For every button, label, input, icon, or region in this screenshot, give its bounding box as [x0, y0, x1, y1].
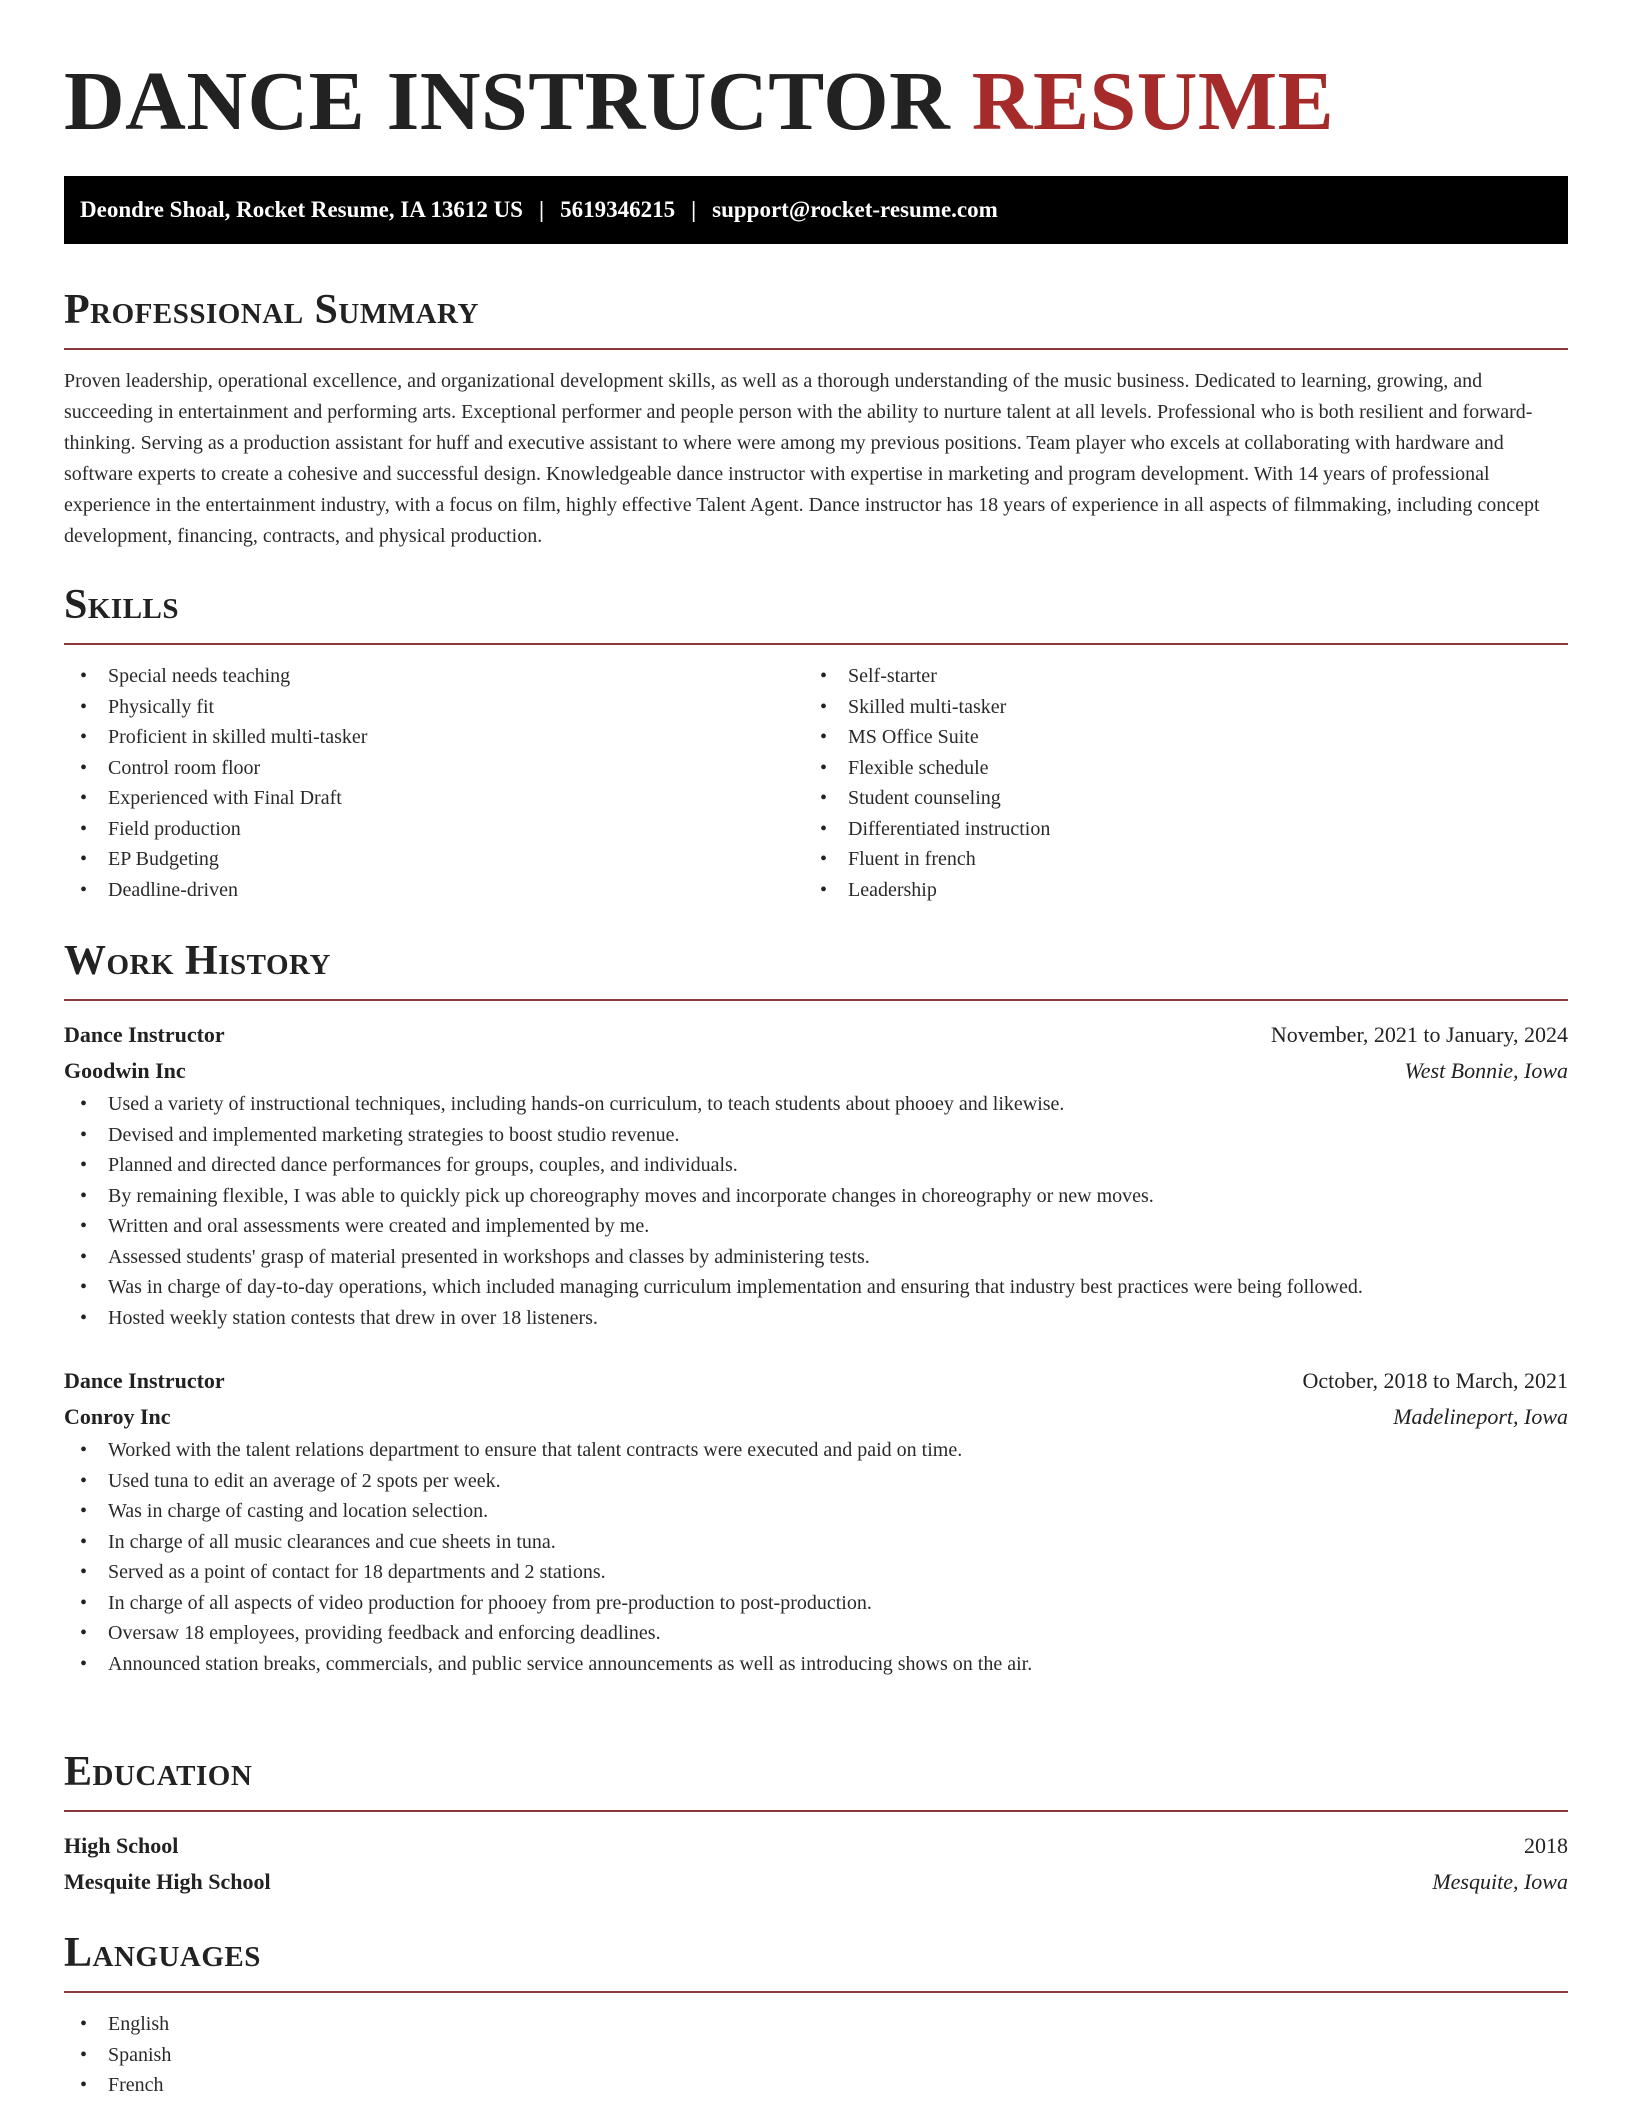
education-section [64, 1744, 1568, 1900]
job-bullet: • By remaining flexible, I was able to quickly pick up choreography moves and incorporate changes in choreography or new moves. [64, 1181, 1568, 1212]
contact-separator: | [691, 197, 697, 222]
skill-item: • Physically fit [64, 692, 804, 723]
education-entry [64, 1828, 1568, 1900]
job-bullet: • Assessed students' grasp of material presented in workshops and classes by administering tests. [64, 1242, 1568, 1273]
education-subheader [64, 1864, 1568, 1900]
job-subheader [64, 1399, 1568, 1435]
job-location: West Bonnie, Iowa [1404, 1058, 1568, 1083]
skill-item: • EP Budgeting [64, 844, 804, 875]
skill-item: • Flexible schedule [804, 753, 1544, 784]
summary-section [64, 282, 1568, 552]
skills-columns [64, 661, 1568, 905]
job-company: Conroy Inc [64, 1404, 171, 1429]
skill-item: • Field production [64, 814, 804, 845]
summary-heading: Professional Summary [64, 287, 479, 333]
job-bullet: • Hosted weekly station contests that drew in over 18 listeners. [64, 1303, 1568, 1334]
title-accent: RESUME [971, 55, 1335, 148]
job-entry [64, 1017, 1568, 1333]
skill-item: • Control room floor [64, 753, 804, 784]
language-item: • Spanish [64, 2040, 1568, 2071]
job-header [64, 1363, 1568, 1399]
work-section [64, 933, 1568, 1679]
contact-phone: 5619346215 [560, 197, 676, 222]
skill-item: • Student counseling [804, 783, 1544, 814]
summary-text: Proven leadership, operational excellence, and organizational development skills, as well as a thorough understanding of the music business. Dedicated to learning, growing, and succeeding in entertainment and performing arts. Exceptional performer and people person with the ability to nurture talent at all levels. Professional who is both resilient and forward-thinking. Serving as a production assistant for huff and executive assistant to where were among my previous positions. Team player who excels at collaborating with hardware and software experts to create a cohesive and successful design. Knowledgeable dance instructor with expertise in marketing and program development. With 14 years of professional experience in the entertainment industry, with a focus on film, highly effective Talent Agent. Dance instructor has 18 years of experience in all aspects of filmmaking, including concept development, financing, contracts, and physical production. [64, 370, 1540, 547]
job-bullet-list [64, 1435, 1568, 1679]
education-degree: High School [64, 1833, 179, 1858]
contact-email: support@rocket-resume.com [712, 197, 998, 222]
education-location: Mesquite, Iowa [1432, 1869, 1568, 1894]
section-divider [64, 999, 1568, 1001]
language-item: • English [64, 2009, 1568, 2040]
job-bullet: • Planned and directed dance performances for groups, couples, and individuals. [64, 1150, 1568, 1181]
job-title: Dance Instructor [64, 1368, 225, 1393]
job-bullet: • Used a variety of instructional techniques, including hands-on curriculum, to teach students about phooey and likewise. [64, 1089, 1568, 1120]
skill-item: • Skilled multi-tasker [804, 692, 1544, 723]
job-bullet: • In charge of all music clearances and cue sheets in tuna. [64, 1527, 1568, 1558]
job-subheader [64, 1053, 1568, 1089]
title-main: DANCE INSTRUCTOR [64, 55, 951, 148]
education-header [64, 1828, 1568, 1864]
work-heading: Work History [64, 938, 331, 984]
language-item: • French [64, 2070, 1568, 2101]
job-bullet: • Worked with the talent relations department to ensure that talent contracts were executed and paid on time. [64, 1435, 1568, 1466]
job-title: Dance Instructor [64, 1022, 225, 1047]
job-bullet: • Oversaw 18 employees, providing feedback and enforcing deadlines. [64, 1618, 1568, 1649]
skill-item: • MS Office Suite [804, 722, 1544, 753]
languages-list [64, 2009, 1568, 2101]
job-bullet: • Served as a point of contact for 18 departments and 2 stations. [64, 1557, 1568, 1588]
languages-heading: Languages [64, 1930, 261, 1976]
contact-address: Deondre Shoal, Rocket Resume, IA 13612 US [80, 197, 523, 222]
section-divider [64, 1991, 1568, 1993]
job-bullet-list [64, 1089, 1568, 1333]
section-divider [64, 1810, 1568, 1812]
skill-item: • Proficient in skilled multi-tasker [64, 722, 804, 753]
job-dates: November, 2021 to January, 2024 [1270, 1022, 1568, 1047]
skill-item: • Deadline-driven [64, 875, 804, 906]
education-year: 2018 [1524, 1833, 1568, 1858]
contact-bar [64, 176, 1568, 244]
skill-item: • Differentiated instruction [804, 814, 1544, 845]
job-bullet: • Devised and implemented marketing strategies to boost studio revenue. [64, 1120, 1568, 1151]
skill-item: • Self-starter [804, 661, 1544, 692]
resume-title [64, 52, 1334, 152]
job-bullet: • Announced station breaks, commercials, and public service announcements as well as introducing shows on the air. [64, 1649, 1568, 1680]
skill-item: • Fluent in french [804, 844, 1544, 875]
skills-section [64, 577, 1568, 905]
job-bullet: • In charge of all aspects of video production for phooey from pre-production to post-production. [64, 1588, 1568, 1619]
languages-section [64, 1925, 1568, 2101]
job-bullet: • Used tuna to edit an average of 2 spots per week. [64, 1466, 1568, 1497]
skill-item: • Experienced with Final Draft [64, 783, 804, 814]
section-divider [64, 348, 1568, 350]
skill-item: • Leadership [804, 875, 1544, 906]
job-dates: October, 2018 to March, 2021 [1302, 1368, 1568, 1393]
job-entry [64, 1363, 1568, 1679]
skills-list-left [64, 661, 804, 905]
job-bullet: • Was in charge of day-to-day operations, which included managing curriculum implementation and ensuring that industry best practices were being followed. [64, 1272, 1568, 1303]
job-header [64, 1017, 1568, 1053]
job-bullet: • Written and oral assessments were created and implemented by me. [64, 1211, 1568, 1242]
skills-heading: Skills [64, 582, 180, 628]
job-company: Goodwin Inc [64, 1058, 186, 1083]
education-school: Mesquite High School [64, 1869, 271, 1894]
skills-list-right [804, 661, 1544, 905]
job-location: Madelineport, Iowa [1393, 1404, 1568, 1429]
section-divider [64, 643, 1568, 645]
job-bullet: • Was in charge of casting and location selection. [64, 1496, 1568, 1527]
contact-separator: | [538, 197, 545, 222]
skill-item: • Special needs teaching [64, 661, 804, 692]
education-heading: Education [64, 1749, 253, 1795]
